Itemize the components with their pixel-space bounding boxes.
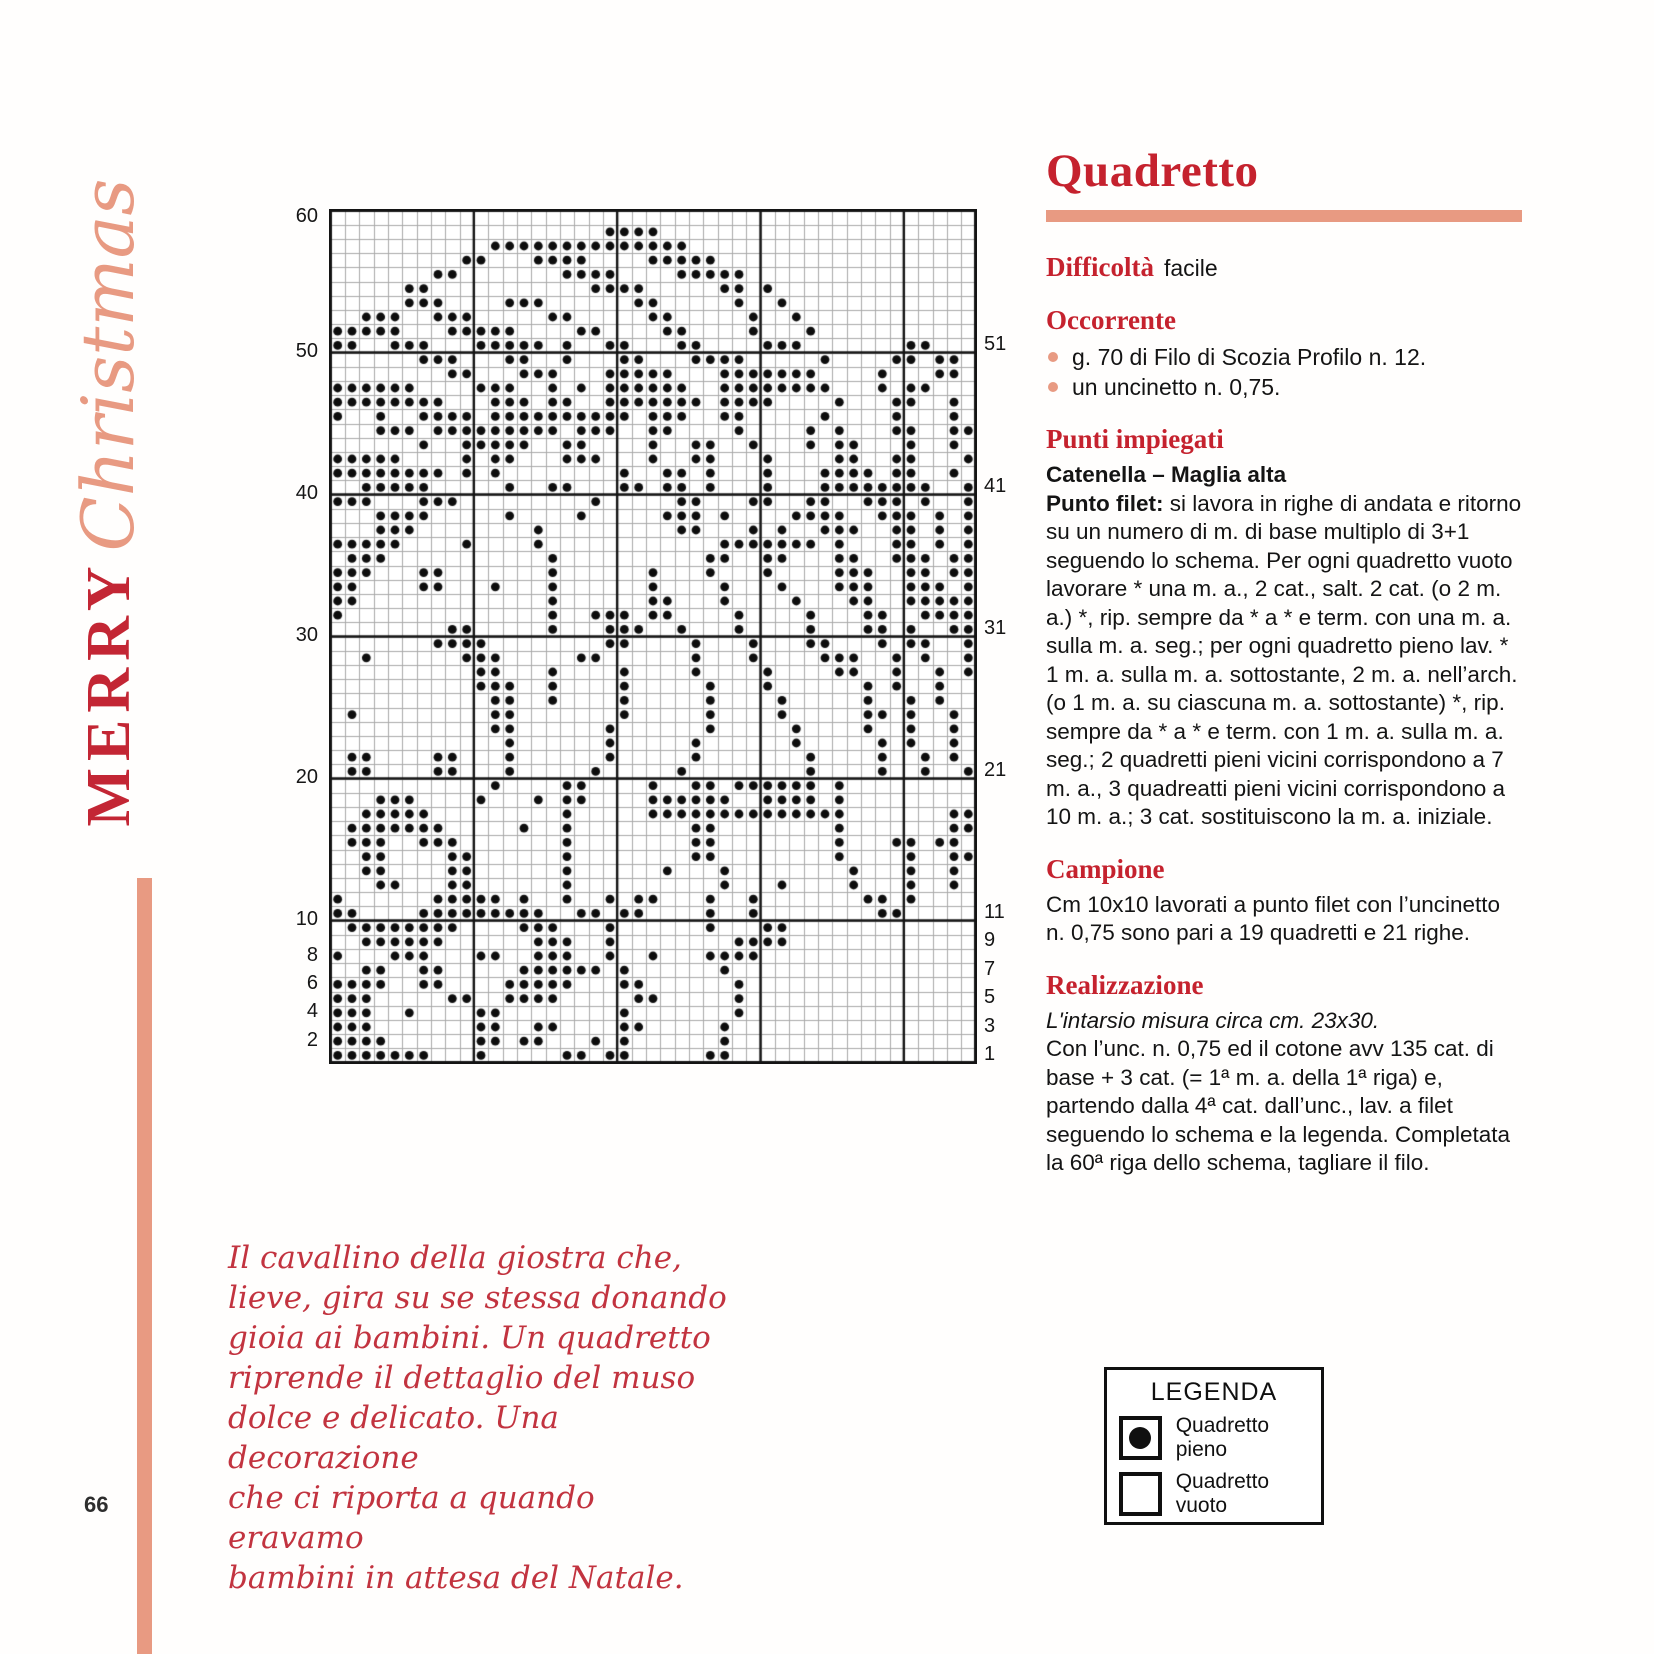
punti-body: si lavora in righe di andata e ritorno su un numero di m. di base multiplo di 3+1 seguendo lo schema. Per ogni quadretto vuoto lavorare * una m. a., 2 cat., salt. 2 cat. (o 2 m. a.) *, rip. sempre da * a * e term. con una m. a. sulla m. a. seg.; per ogni quadretto pieno lav. * 1 m. a. sulla m. a. sottostante, 2 m. a. nell’arch. (o 1 m. a. su ciascuna m. a. sottostante) *, rip. sempre da * a * e term. con 1 m. a. sulla m. a. seg.; 2 quadretti pieni vicini corrispondono a 7 m. a., 3 quadreatti pieni vicini corrispondono a 10 m. a.; 3 cat. sostituiscono la m. a. iniziale.	[1046, 490, 1522, 829]
bullet-dot-icon	[1048, 352, 1058, 362]
chart-row-label-left: 6	[306, 971, 318, 994]
chart-row-label-right: 3	[984, 1014, 996, 1037]
quote-line: dolce e delicato. Una decorazione	[228, 1400, 559, 1476]
vertical-banner-merry: MERRY	[75, 559, 143, 827]
occorrente-item: g. 70 di Filo di Scozia Profilo n. 12.	[1046, 342, 1522, 372]
occorrente-list	[1046, 342, 1522, 402]
chart-row-label-left: 4	[306, 1000, 318, 1023]
quote-line: riprende il dettaglio del muso	[228, 1360, 696, 1396]
dot-icon	[1129, 1427, 1151, 1449]
campione-body: Cm 10x10 lavorati a punto filet con l’uncinetto n. 0,75 sono pari a 19 quadretti e 21 righe.	[1046, 891, 1501, 945]
chart-row-label-right: 7	[984, 957, 996, 980]
punti-heading: Punti impiegati	[1046, 424, 1224, 454]
realizzazione-heading: Realizzazione	[1046, 969, 1204, 1000]
section-occorrente	[1046, 305, 1522, 402]
quote-line: che ci riporta a quando eravamo	[228, 1480, 595, 1556]
intro-quote	[228, 1238, 728, 1598]
legend-title: LEGENDA	[1150, 1378, 1278, 1406]
section-difficolta	[1046, 252, 1522, 283]
chart-row-label-left: 60	[295, 205, 318, 228]
punti-lead: Punto filet:	[1046, 490, 1164, 516]
chart-row-label-right: 31	[984, 616, 1007, 639]
empty-square-icon	[1119, 1472, 1162, 1516]
chart-row-label-right: 21	[984, 758, 1007, 781]
punti-paragraph	[1046, 490, 1522, 832]
chart-row-label-left: 20	[295, 766, 318, 788]
chart-row-label-right: 9	[984, 929, 996, 952]
legend-item	[1119, 1470, 1321, 1518]
page-number: 66	[84, 1492, 109, 1517]
chart-row-label-left: 10	[295, 908, 318, 930]
quote-line: lieve, gira su se stessa donando	[228, 1280, 727, 1316]
legend-item-label: Quadretto vuoto	[1175, 1470, 1270, 1517]
chart-row-label-left: 50	[295, 340, 318, 362]
legend-item	[1119, 1414, 1321, 1462]
filet-crochet-chart	[329, 209, 977, 1064]
salmon-side-bar	[137, 878, 152, 1654]
difficolta-heading: Difficoltà	[1046, 252, 1154, 282]
chart-row-label-left: 30	[295, 624, 318, 646]
section-campione	[1046, 854, 1522, 948]
chart-row-label-right: 5	[984, 986, 996, 1009]
chart-row-label-left: 8	[306, 943, 318, 966]
vertical-banner-christmas: Christmas	[66, 178, 150, 552]
article-column	[1046, 144, 1522, 1200]
bullet-dot-icon	[1048, 382, 1058, 392]
occorrente-heading: Occorrente	[1046, 305, 1176, 335]
legend-box	[1104, 1367, 1324, 1525]
filled-square-icon	[1119, 1416, 1162, 1460]
quote-line: gioia ai bambini. Un quadretto	[228, 1320, 711, 1356]
section-punti	[1046, 424, 1522, 832]
realizzazione-italic-line: L'intarsio misura circa cm. 23x30.	[1046, 1007, 1380, 1033]
realizzazione-body: Con l’unc. n. 0,75 ed il cotone avv 135 cat. di base + 3 cat. (= 1ª m. a. della 1ª riga) e, partendo dalla 4ª cat. dall’unc., lav. a filet seguendo lo schema e la legenda. Completata la 60ª riga dello schema, tagliare il filo.	[1046, 1036, 1511, 1175]
campione-heading: Campione	[1046, 853, 1165, 884]
chart-row-label-right: 41	[984, 474, 1007, 497]
chart-row-label-right: 51	[984, 332, 1007, 355]
article-title: Quadretto	[1046, 145, 1259, 197]
chart-row-label-left: 40	[295, 482, 318, 504]
quote-line: Il cavallino della giostra che,	[228, 1240, 682, 1276]
title-underline-bar	[1046, 210, 1522, 222]
legend-item-label: Quadretto pieno	[1175, 1414, 1270, 1461]
occorrente-item: un uncinetto n. 0,75.	[1046, 372, 1522, 402]
chart-row-label-left: 2	[306, 1028, 318, 1051]
punti-subheading: Catenella – Maglia alta	[1046, 462, 1287, 487]
quote-line: bambini in attesa del Natale.	[228, 1560, 684, 1596]
chart-row-label-right: 11	[984, 900, 1005, 923]
section-realizzazione	[1046, 970, 1522, 1178]
difficolta-value: facile	[1163, 255, 1218, 281]
chart-row-label-right: 1	[984, 1042, 996, 1065]
